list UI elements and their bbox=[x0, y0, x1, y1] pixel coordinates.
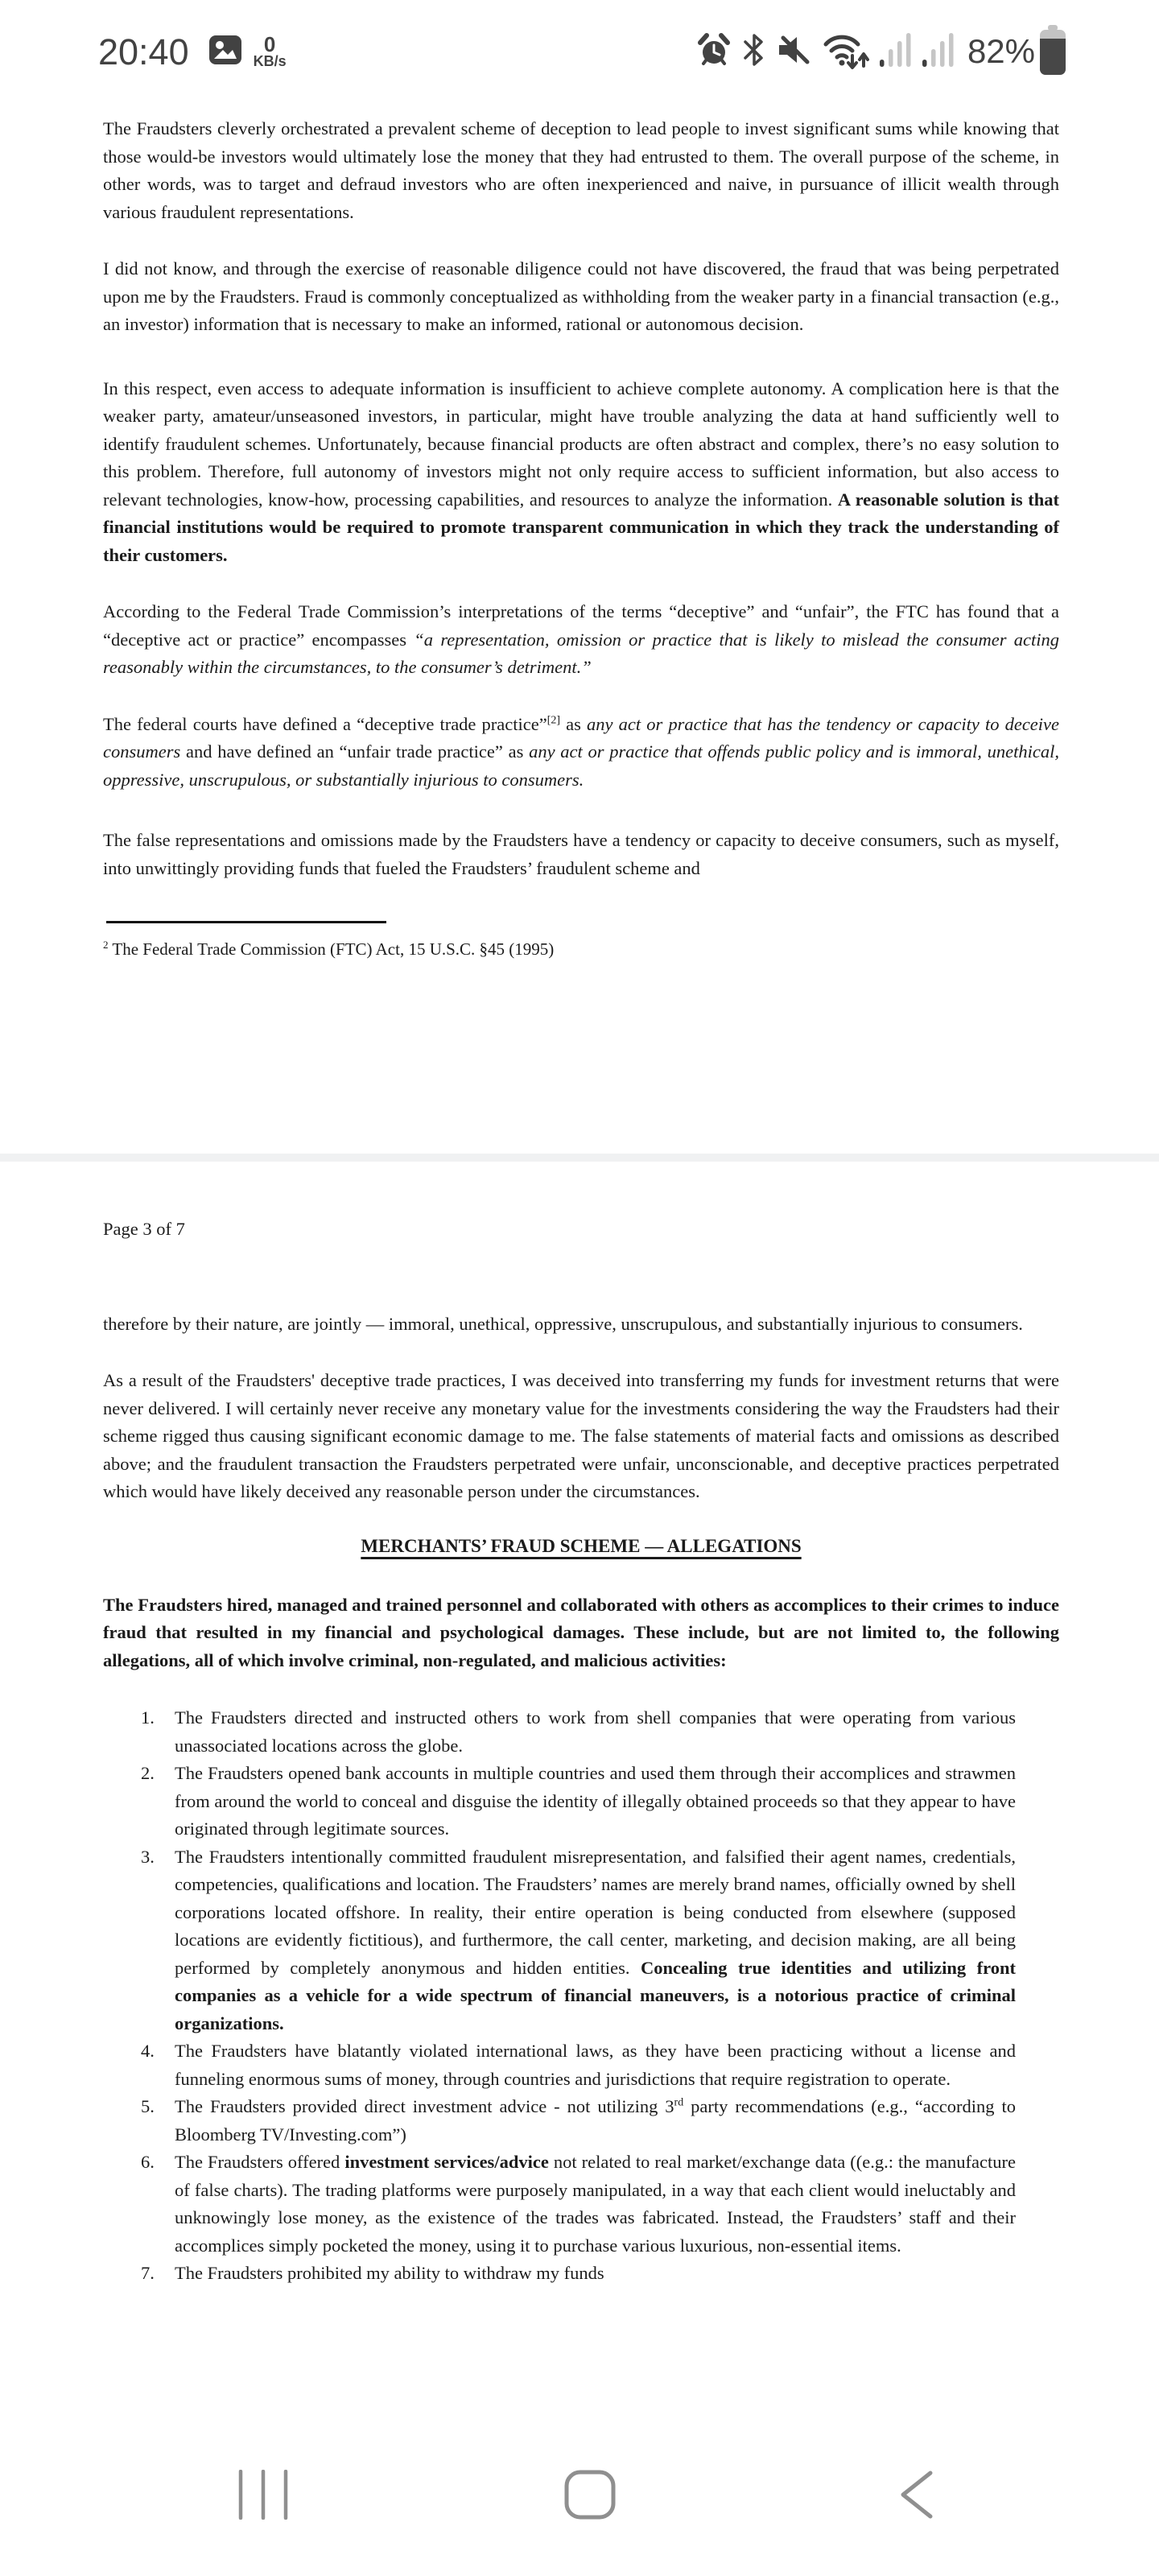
list-item-number: 1. bbox=[141, 1707, 155, 1728]
list-item bbox=[141, 1704, 1059, 1760]
alarm-icon bbox=[696, 32, 732, 72]
clock: 20:40 bbox=[98, 31, 189, 72]
document-page-lower bbox=[0, 1162, 1159, 2425]
back-icon[interactable] bbox=[895, 2470, 935, 2524]
page-number-label: Page 3 of 7 bbox=[103, 1219, 185, 1239]
paragraph: As a result of the Fraudsters' deceptive trade practices, I was deceived into transferring my funds for investment returns that were never delivered. I will certainly never receive any monetary value for the investments considering the way the Fraudsters had their scheme rigged thus causing significant economic damage to me. The false statements of material facts and omissions as described above; and the fraudulent transaction the Fraudsters perpetrated were unfair, unconscionable, and deceptive practices perpetrated which would have likely deceived any reasonable person under the circumstances. bbox=[103, 1370, 1059, 1501]
gallery-icon bbox=[208, 33, 242, 71]
footnote: $^2$ The Federal Trade Commission (FTC) Act, 15 U.S.C. §45 (1995) bbox=[103, 939, 555, 959]
list-item-text: The Fraudsters intentionally committed fraudulent misrepresentation, and falsified their agent names, credentials, competencies, qualifications and location. The Fraudsters’ names are merely brand names, officially owned by shell corporations located offshore. In reality, their entire operation is being conducted from elsewhere (supposed locations are evidently fictitious), and furthermore, the call center, marketing, and decision making, are all being performed by completely anonymous and hidden entities. Concealing true identities and utilizing front companies as a vehicle for a wide spectrum of financial maneuvers, is a notorious practice of criminal organizations. bbox=[175, 1846, 1016, 2033]
paragraph: The Fraudsters cleverly orchestrated a prevalent scheme of deception to lead people to invest significant sums while knowing that those would-be investors would ultimately lose the money that they had entrusted to them. The overall purpose of the scheme, in other words, was to target and defraud investors who are often inexperienced and naive, in pursuance of illicit wealth through various fraudulent representations. bbox=[103, 118, 1059, 222]
allegations-list bbox=[103, 1704, 1059, 2288]
document-page-upper bbox=[0, 80, 1159, 1154]
navigation-bar bbox=[0, 2425, 1159, 2576]
network-speed-unit: KB/s bbox=[253, 53, 287, 69]
list-item-text: The Fraudsters offered investment services/advice not related to real market/exchange data ((e.g.: the manufacture of false charts). The trading platforms were purposely manipulated, in a way that each client would ineluctably and unknowingly lose money, as the existence of the trades was fabricated. Instead, the Fraudsters’ staff and their accomplices simply pocketed the money, using it to purchase various luxurious, non-essential items. bbox=[175, 2152, 1016, 2256]
list-item-number: 7. bbox=[141, 2263, 155, 2283]
list-item bbox=[141, 2149, 1059, 2260]
network-speed bbox=[253, 32, 287, 69]
footnote-rule bbox=[106, 921, 386, 923]
list-item-number: 3. bbox=[141, 1846, 155, 1867]
paragraph: In this respect, even access to adequate information is insufficient to achieve complete autonomy. A complication here is that the weaker party, amateur/unseasoned investors, in particular, might have trouble analyzing the data at hand sufficiently well to identify fraudulent schemes. Unfortunately, because financial products are often abstract and complex, there’s no easy solution to this problem. Therefore, full autonomy of investors might not only require access to sufficient information, but also access to relevant technologies, know-how, processing capabilities, and resources to analyze the information. A reasonable solution is that financial institutions would be required to promote transparent communication in which they track the understanding of their customers. bbox=[103, 378, 1059, 565]
allegations-intro: The Fraudsters hired, managed and trained personnel and collaborated with others as accomplices to their crimes to induce fraud that resulted in my financial and psychological damages. These include, but are not limited to, the following allegations, all of which involve criminal, non-regulated, and malicious activities: bbox=[103, 1594, 1059, 1670]
paragraph: The federal courts have defined a “deceptive trade practice”[2] as any act or practice that has the tendency or capacity to deceive consumers and have defined an “unfair trade practice” as any act or practice that offends public policy and is immoral, unethical, oppressive, unscrupulous, or substantially injurious to consumers. bbox=[103, 713, 1060, 790]
document-scroll-area[interactable] bbox=[0, 80, 1159, 2425]
battery-percent: 82% bbox=[967, 32, 1035, 70]
signal-icon-sim2 bbox=[922, 31, 955, 72]
list-item bbox=[141, 1843, 1059, 2038]
home-icon[interactable] bbox=[564, 2470, 616, 2524]
battery-icon bbox=[1040, 25, 1066, 79]
list-item-text: The Fraudsters provided direct investment advice - not utilizing 3rd party recommendations (e.g., “according to Bloomberg TV/Investing.com”) bbox=[175, 2096, 1016, 2145]
recents-icon[interactable] bbox=[237, 2470, 290, 2524]
list-item-number: 2. bbox=[141, 1763, 155, 1783]
section-heading: MERCHANTS’ FRAUD SCHEME — ALLEGATIONS bbox=[361, 1535, 802, 1556]
wifi-data-icon bbox=[823, 29, 869, 75]
list-item-text: The Fraudsters opened bank accounts in multiple countries and used them through their accomplices and strawmen from around the world to conceal and disguise the identity of illegally obtained proceeds so that they appear to have originated through legitimate sources. bbox=[175, 1763, 1016, 1839]
paragraph: therefore by their nature, are jointly — immoral, unethical, oppressive, unscrupulous, and substantially injurious to consumers. bbox=[103, 1313, 1023, 1334]
paragraph: I did not know, and through the exercise of reasonable diligence could not have discovered, the fraud that was being perpetrated upon me by the Fraudsters. Fraud is commonly conceptualized as withholding from the weaker party in a financial transaction (e.g., an investor) information that is necessary to make an informed, rational or autonomous decision. bbox=[103, 258, 1059, 334]
list-item bbox=[141, 1760, 1059, 1843]
list-item-text: The Fraudsters prohibited my ability to withdraw my funds bbox=[175, 2263, 604, 2283]
list-item-text: The Fraudsters have blatantly violated international laws, as they have been practicing without a license and funneling enormous sums of money, through countries and jurisdictions that require registration to operate. bbox=[175, 2041, 1016, 2089]
list-item bbox=[141, 2093, 1059, 2149]
page-separator bbox=[0, 1154, 1159, 1162]
status-bar-right bbox=[686, 25, 1066, 79]
list-item-text: The Fraudsters directed and instructed others to work from shell companies that were operating from various unassociated locations across the globe. bbox=[175, 1707, 1016, 1756]
paragraph: The false representations and omissions made by the Fraudsters have a tendency or capacity to deceive consumers, such as myself, into unwittingly providing funds that fueled the Fraudsters’ fraudulent scheme and bbox=[103, 830, 1059, 878]
signal-icon-sim1 bbox=[880, 31, 912, 72]
list-item-number: 6. bbox=[141, 2152, 155, 2172]
mute-icon bbox=[777, 32, 812, 72]
status-bar bbox=[0, 0, 1159, 80]
list-item-number: 4. bbox=[141, 2041, 155, 2061]
list-item bbox=[141, 2037, 1059, 2093]
list-item-number: 5. bbox=[141, 2096, 155, 2116]
paragraph: According to the Federal Trade Commission’s interpretations of the terms “deceptive” and “unfair”, the FTC has found that a “deceptive act or practice” encompasses “a representation, omission or practice that is likely to mislead the consumer acting reasonably within the circumstances, to the consumer’s detriment.” bbox=[103, 601, 1059, 677]
network-speed-value: 0 bbox=[263, 32, 276, 56]
bluetooth-icon bbox=[742, 32, 766, 72]
list-item bbox=[141, 2260, 1059, 2288]
